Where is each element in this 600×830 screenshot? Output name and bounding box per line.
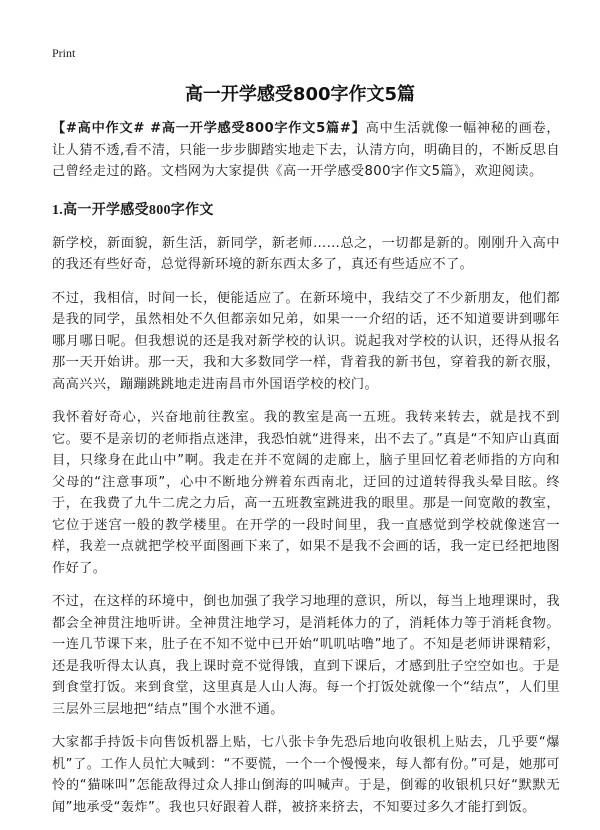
intro-paragraph xyxy=(52,118,560,183)
paragraph-3: 我怀着好奇心，兴奋地前往教室。我的教室是高一五班。我转来转去，就是找不到它。要不是亲切的老师指点迷津，我恐怕就“进得来，出不去了。”真是“不知庐山真面目，只缘身在此山中”啊。我走在并不宽阔的走廊上，脑子里回忆着老师指的方向和父母的“注意事项”，心中不断地分辨着东西南北，迂回的过道转得我头晕目眩。终于，在我费了九牛二虎之力后，高一五班教室跳进我的眼里。那是一间宽敞的教室，它位于迷宫一般的教学楼里。在开学的一段时间里，我一直感觉到学校就像迷宫一样，我差一点就把学校平面图画下来了，如果不是我不会画的话，我一定已经把地图作好了。 xyxy=(52,410,560,576)
section-heading: 1.高一开学感受800字作文 xyxy=(52,202,214,218)
print-link[interactable]: Print xyxy=(52,46,76,60)
paragraph-4: 不过，在这样的环境中，倒也加强了我学习地理的意识，所以，每当上地理课时，我都会全神贯注地听讲。全神贯注地学习，是消耗体力的了，消耗体力等于消耗食物。一连几节课下来，肚子在不知不觉中已开始“叽叽咕噜”地了。不知是老师讲课精彩，还是我听得太认真，我上课时竟不觉得饿，直到下课后，才感到肚子空空如也。于是到食堂打饭。来到食堂，这里真是人山人海。每一个打饭处就像一个“结点”，人们里三层外三层地把“结点”围个水泄不通。 xyxy=(52,594,560,717)
intro-tag[interactable]: 【#高中作文# #高一开学感受800字作文5篇#】 xyxy=(52,121,366,136)
intro-text: 高中生活就像一幅神秘的画卷，让人猜不透,看不清，只能一步步脚踏实地走下去，认清方向，明确目的，不断反思自己曾经走过的路。文档网为大家提供《高一开学感受800字作文5篇》，欢迎阅读。 xyxy=(52,121,560,179)
paragraph-1: 新学校，新面貌，新生活，新同学，新老师……总之，一切都是新的。刚刚升入高中的我还有些好奇，总觉得新环境的新东西太多了，真还有些适应不了。 xyxy=(52,235,560,272)
document-title: 高一开学感受800字作文5篇 xyxy=(184,84,416,105)
paragraph-5: 大家都手持饭卡向售饭机器上贴，七八张卡争先恐后地向收银机上贴去，几乎要“爆机”了。工作人员忙大喊到：“不要慌，一个一个慢慢来，每人都有份。”可是，她那可怜的“猫咪叫”怎能敌得过众人排山倒海的叫喊声。于是，倒霉的收银机只好“默默无闻”地承受“轰炸”。我也只好跟着人群，被挤来挤去，不知要过多久才能打到饭。 xyxy=(52,735,560,815)
article-body xyxy=(52,118,560,830)
paragraph-2: 不过，我相信，时间一长，便能适应了。在新环境中，我结交了不少新朋友，他们都是我的同学，虽然相处不久但都亲如兄弟，如果一一介绍的话，还不知道要讲到哪年哪月哪日呢。但我想说的还是我对新学校的认识。说起我对学校的认识，还得从报名那一天开始讲。那一天，我和大多数同学一样，背着我的新书包，穿着我的新衣服，高高兴兴，蹦蹦跳跳地走进南昌市外国语学校的校门。 xyxy=(52,290,560,392)
